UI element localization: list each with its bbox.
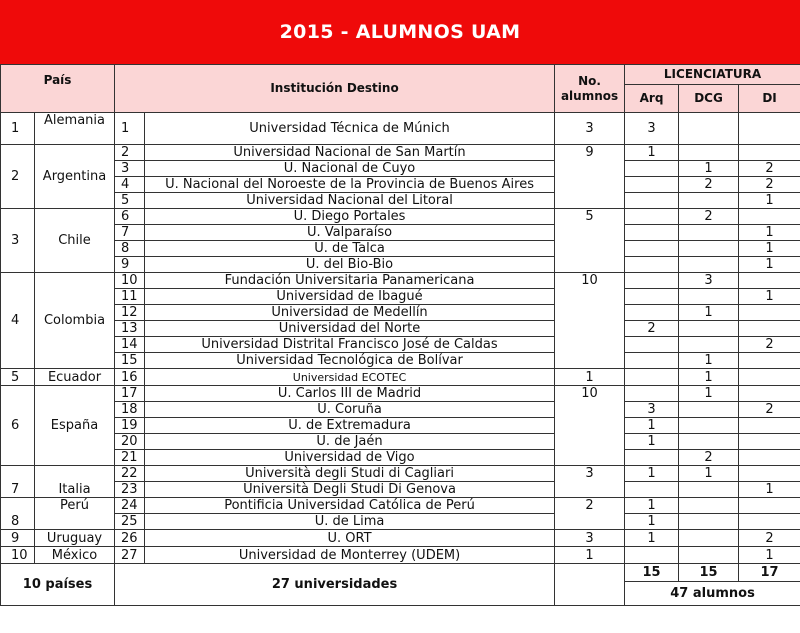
arq-value: 3	[625, 113, 679, 145]
arq-value: 3	[625, 402, 679, 418]
row-number: 6	[115, 209, 145, 225]
country-name: Ecuador	[35, 369, 115, 386]
di-value: 2	[739, 337, 800, 353]
di-value	[739, 498, 800, 514]
table-row	[1, 241, 800, 257]
dcg-value	[679, 498, 739, 514]
table-row	[1, 193, 800, 209]
row-number: 24	[115, 498, 145, 514]
di-value: 1	[739, 482, 800, 498]
dcg-value	[679, 113, 739, 145]
country-name: Perú	[35, 498, 115, 530]
total-universities: 27 universidades	[115, 564, 555, 606]
total-di: 17	[739, 564, 800, 582]
arq-value	[625, 353, 679, 369]
country-name: Argentina	[35, 145, 115, 209]
institution-name: Università Degli Studi Di Genova	[145, 482, 555, 498]
di-value	[739, 514, 800, 530]
total-countries: 10 países	[1, 564, 115, 606]
total-students: 47 alumnos	[625, 582, 800, 606]
row-number: 10	[115, 273, 145, 289]
institution-name: U. Nacional de Cuyo	[145, 161, 555, 177]
arq-value: 1	[625, 498, 679, 514]
row-number: 27	[115, 547, 145, 564]
country-name: México	[35, 547, 115, 564]
dcg-value	[679, 418, 739, 434]
header-alumnos: No. alumnos	[555, 65, 625, 113]
arq-value	[625, 161, 679, 177]
arq-value	[625, 241, 679, 257]
di-value	[739, 386, 800, 402]
di-value	[739, 450, 800, 466]
table-row	[1, 386, 800, 402]
di-value: 1	[739, 225, 800, 241]
institution-name: Universidad Técnica de Múnich	[145, 113, 555, 145]
arq-value	[625, 547, 679, 564]
institution-name: Universidad Nacional del Litoral	[145, 193, 555, 209]
arq-value	[625, 193, 679, 209]
row-number: 2	[115, 145, 145, 161]
alumnos-count: 10	[555, 386, 625, 466]
row-number: 22	[115, 466, 145, 482]
dcg-value	[679, 145, 739, 161]
arq-value	[625, 257, 679, 273]
di-value	[739, 145, 800, 161]
table-row	[1, 353, 800, 369]
institution-name: Pontificia Universidad Católica de Perú	[145, 498, 555, 514]
table-row	[1, 225, 800, 241]
students-table	[0, 64, 800, 606]
row-number: 7	[115, 225, 145, 241]
arq-value: 1	[625, 145, 679, 161]
country-number: 6	[1, 386, 35, 466]
di-value: 1	[739, 289, 800, 305]
arq-value: 1	[625, 434, 679, 450]
dcg-value: 1	[679, 305, 739, 321]
row-number: 17	[115, 386, 145, 402]
dcg-value: 1	[679, 386, 739, 402]
arq-value	[625, 305, 679, 321]
table-row	[1, 434, 800, 450]
header-arq: Arq	[625, 85, 679, 113]
table-row	[1, 482, 800, 498]
totals-row	[1, 564, 800, 582]
table-row	[1, 209, 800, 225]
dcg-value: 1	[679, 369, 739, 386]
institution-name: Università degli Studi di Cagliari	[145, 466, 555, 482]
arq-value: 2	[625, 321, 679, 337]
country-number: 3	[1, 209, 35, 273]
arq-value: 1	[625, 466, 679, 482]
dcg-value	[679, 337, 739, 353]
institution-name: Universidad del Norte	[145, 321, 555, 337]
empty-cell	[555, 564, 625, 606]
di-value	[739, 369, 800, 386]
di-value: 1	[739, 257, 800, 273]
row-number: 16	[115, 369, 145, 386]
alumnos-count: 3	[555, 113, 625, 145]
header-dcg: DCG	[679, 85, 739, 113]
table-row	[1, 450, 800, 466]
di-value	[739, 466, 800, 482]
institution-name: Universidad de Medellín	[145, 305, 555, 321]
di-value	[739, 209, 800, 225]
country-number: 2	[1, 145, 35, 209]
header-pais: País	[1, 65, 115, 113]
total-dcg: 15	[679, 564, 739, 582]
arq-value	[625, 450, 679, 466]
table-row	[1, 145, 800, 161]
dcg-value	[679, 193, 739, 209]
country-number: 4	[1, 273, 35, 369]
institution-name: U. de Talca	[145, 241, 555, 257]
dcg-value: 1	[679, 466, 739, 482]
arq-value	[625, 273, 679, 289]
table-row	[1, 113, 800, 145]
row-number: 13	[115, 321, 145, 337]
country-name: Italia	[35, 466, 115, 498]
dcg-value	[679, 434, 739, 450]
di-value	[739, 273, 800, 289]
institution-name: U. Diego Portales	[145, 209, 555, 225]
dcg-value: 3	[679, 273, 739, 289]
row-number: 25	[115, 514, 145, 530]
arq-value: 1	[625, 530, 679, 547]
table-row	[1, 177, 800, 193]
institution-name: Universidad de Ibagué	[145, 289, 555, 305]
country-number: 10	[1, 547, 35, 564]
institution-name: Fundación Universitaria Panamericana	[145, 273, 555, 289]
di-value: 2	[739, 161, 800, 177]
arq-value	[625, 177, 679, 193]
alumnos-count: 5	[555, 209, 625, 273]
arq-value	[625, 225, 679, 241]
arq-value	[625, 209, 679, 225]
country-number: 1	[1, 113, 35, 145]
di-value: 1	[739, 241, 800, 257]
row-number: 1	[115, 113, 145, 145]
header-licenciatura: LICENCIATURA	[625, 65, 800, 85]
header-di: DI	[739, 85, 800, 113]
di-value: 2	[739, 402, 800, 418]
institution-name: Universidad de Monterrey (UDEM)	[145, 547, 555, 564]
di-value	[739, 434, 800, 450]
arq-value	[625, 482, 679, 498]
table-row	[1, 305, 800, 321]
header-institucion: Institución Destino	[115, 65, 555, 113]
dcg-value	[679, 225, 739, 241]
institution-name: U. de Jaén	[145, 434, 555, 450]
institution-name: U. Valparaíso	[145, 225, 555, 241]
row-number: 14	[115, 337, 145, 353]
row-number: 21	[115, 450, 145, 466]
row-number: 4	[115, 177, 145, 193]
di-value: 1	[739, 547, 800, 564]
row-number: 9	[115, 257, 145, 273]
table-row	[1, 273, 800, 289]
di-value: 1	[739, 193, 800, 209]
arq-value	[625, 289, 679, 305]
arq-value	[625, 386, 679, 402]
country-name: España	[35, 386, 115, 466]
institution-name: U. Nacional del Noroeste de la Provincia de Buenos Aires	[145, 177, 555, 193]
table-row	[1, 402, 800, 418]
country-name: Alemania	[35, 113, 115, 145]
institution-name: U. de Extremadura	[145, 418, 555, 434]
alumnos-count: 9	[555, 145, 625, 209]
alumnos-count: 10	[555, 273, 625, 369]
row-number: 5	[115, 193, 145, 209]
dcg-value	[679, 257, 739, 273]
institution-name: Universidad Distrital Francisco José de Caldas	[145, 337, 555, 353]
table-row	[1, 161, 800, 177]
arq-value	[625, 337, 679, 353]
di-value	[739, 305, 800, 321]
table-row	[1, 289, 800, 305]
total-arq: 15	[625, 564, 679, 582]
institution-name: U. Coruña	[145, 402, 555, 418]
row-number: 26	[115, 530, 145, 547]
alumnos-count: 2	[555, 498, 625, 530]
table-row	[1, 530, 800, 547]
row-number: 20	[115, 434, 145, 450]
institution-name: Universidad Tecnológica de Bolívar	[145, 353, 555, 369]
alumnos-count: 3	[555, 466, 625, 498]
alumnos-count: 1	[555, 547, 625, 564]
row-number: 3	[115, 161, 145, 177]
country-number: 5	[1, 369, 35, 386]
row-number: 15	[115, 353, 145, 369]
di-value	[739, 321, 800, 337]
row-number: 12	[115, 305, 145, 321]
country-number: 7	[1, 466, 35, 498]
institution-name: U. ORT	[145, 530, 555, 547]
country-number: 9	[1, 530, 35, 547]
di-value	[739, 353, 800, 369]
arq-value: 1	[625, 418, 679, 434]
institution-name: U. Carlos III de Madrid	[145, 386, 555, 402]
country-name: Chile	[35, 209, 115, 273]
arq-value: 1	[625, 514, 679, 530]
dcg-value	[679, 289, 739, 305]
table-row	[1, 257, 800, 273]
institution-name: Universidad de Vigo	[145, 450, 555, 466]
table-row	[1, 337, 800, 353]
institution-name: U. del Bio-Bio	[145, 257, 555, 273]
alumnos-count: 1	[555, 369, 625, 386]
page-title: 2015 - ALUMNOS UAM	[0, 0, 800, 64]
institution-name: Universidad ECOTEC	[145, 369, 555, 386]
table-row	[1, 498, 800, 514]
row-number: 11	[115, 289, 145, 305]
country-name: Colombia	[35, 273, 115, 369]
dcg-value: 2	[679, 450, 739, 466]
table-row	[1, 547, 800, 564]
country-name: Uruguay	[35, 530, 115, 547]
dcg-value: 2	[679, 209, 739, 225]
row-number: 23	[115, 482, 145, 498]
institution-name: Universidad Nacional de San Martín	[145, 145, 555, 161]
dcg-value	[679, 547, 739, 564]
di-value	[739, 113, 800, 145]
row-number: 18	[115, 402, 145, 418]
alumnos-count: 3	[555, 530, 625, 547]
table-row	[1, 321, 800, 337]
row-number: 8	[115, 241, 145, 257]
dcg-value	[679, 241, 739, 257]
di-value	[739, 418, 800, 434]
dcg-value: 1	[679, 353, 739, 369]
di-value: 2	[739, 177, 800, 193]
row-number: 19	[115, 418, 145, 434]
dcg-value	[679, 530, 739, 547]
dcg-value	[679, 482, 739, 498]
institution-name: U. de Lima	[145, 514, 555, 530]
table-row	[1, 418, 800, 434]
dcg-value	[679, 514, 739, 530]
dcg-value	[679, 321, 739, 337]
dcg-value: 2	[679, 177, 739, 193]
arq-value	[625, 369, 679, 386]
dcg-value	[679, 402, 739, 418]
country-number: 8	[1, 498, 35, 530]
di-value: 2	[739, 530, 800, 547]
table-row	[1, 466, 800, 482]
table-row	[1, 514, 800, 530]
table-row	[1, 369, 800, 386]
dcg-value: 1	[679, 161, 739, 177]
